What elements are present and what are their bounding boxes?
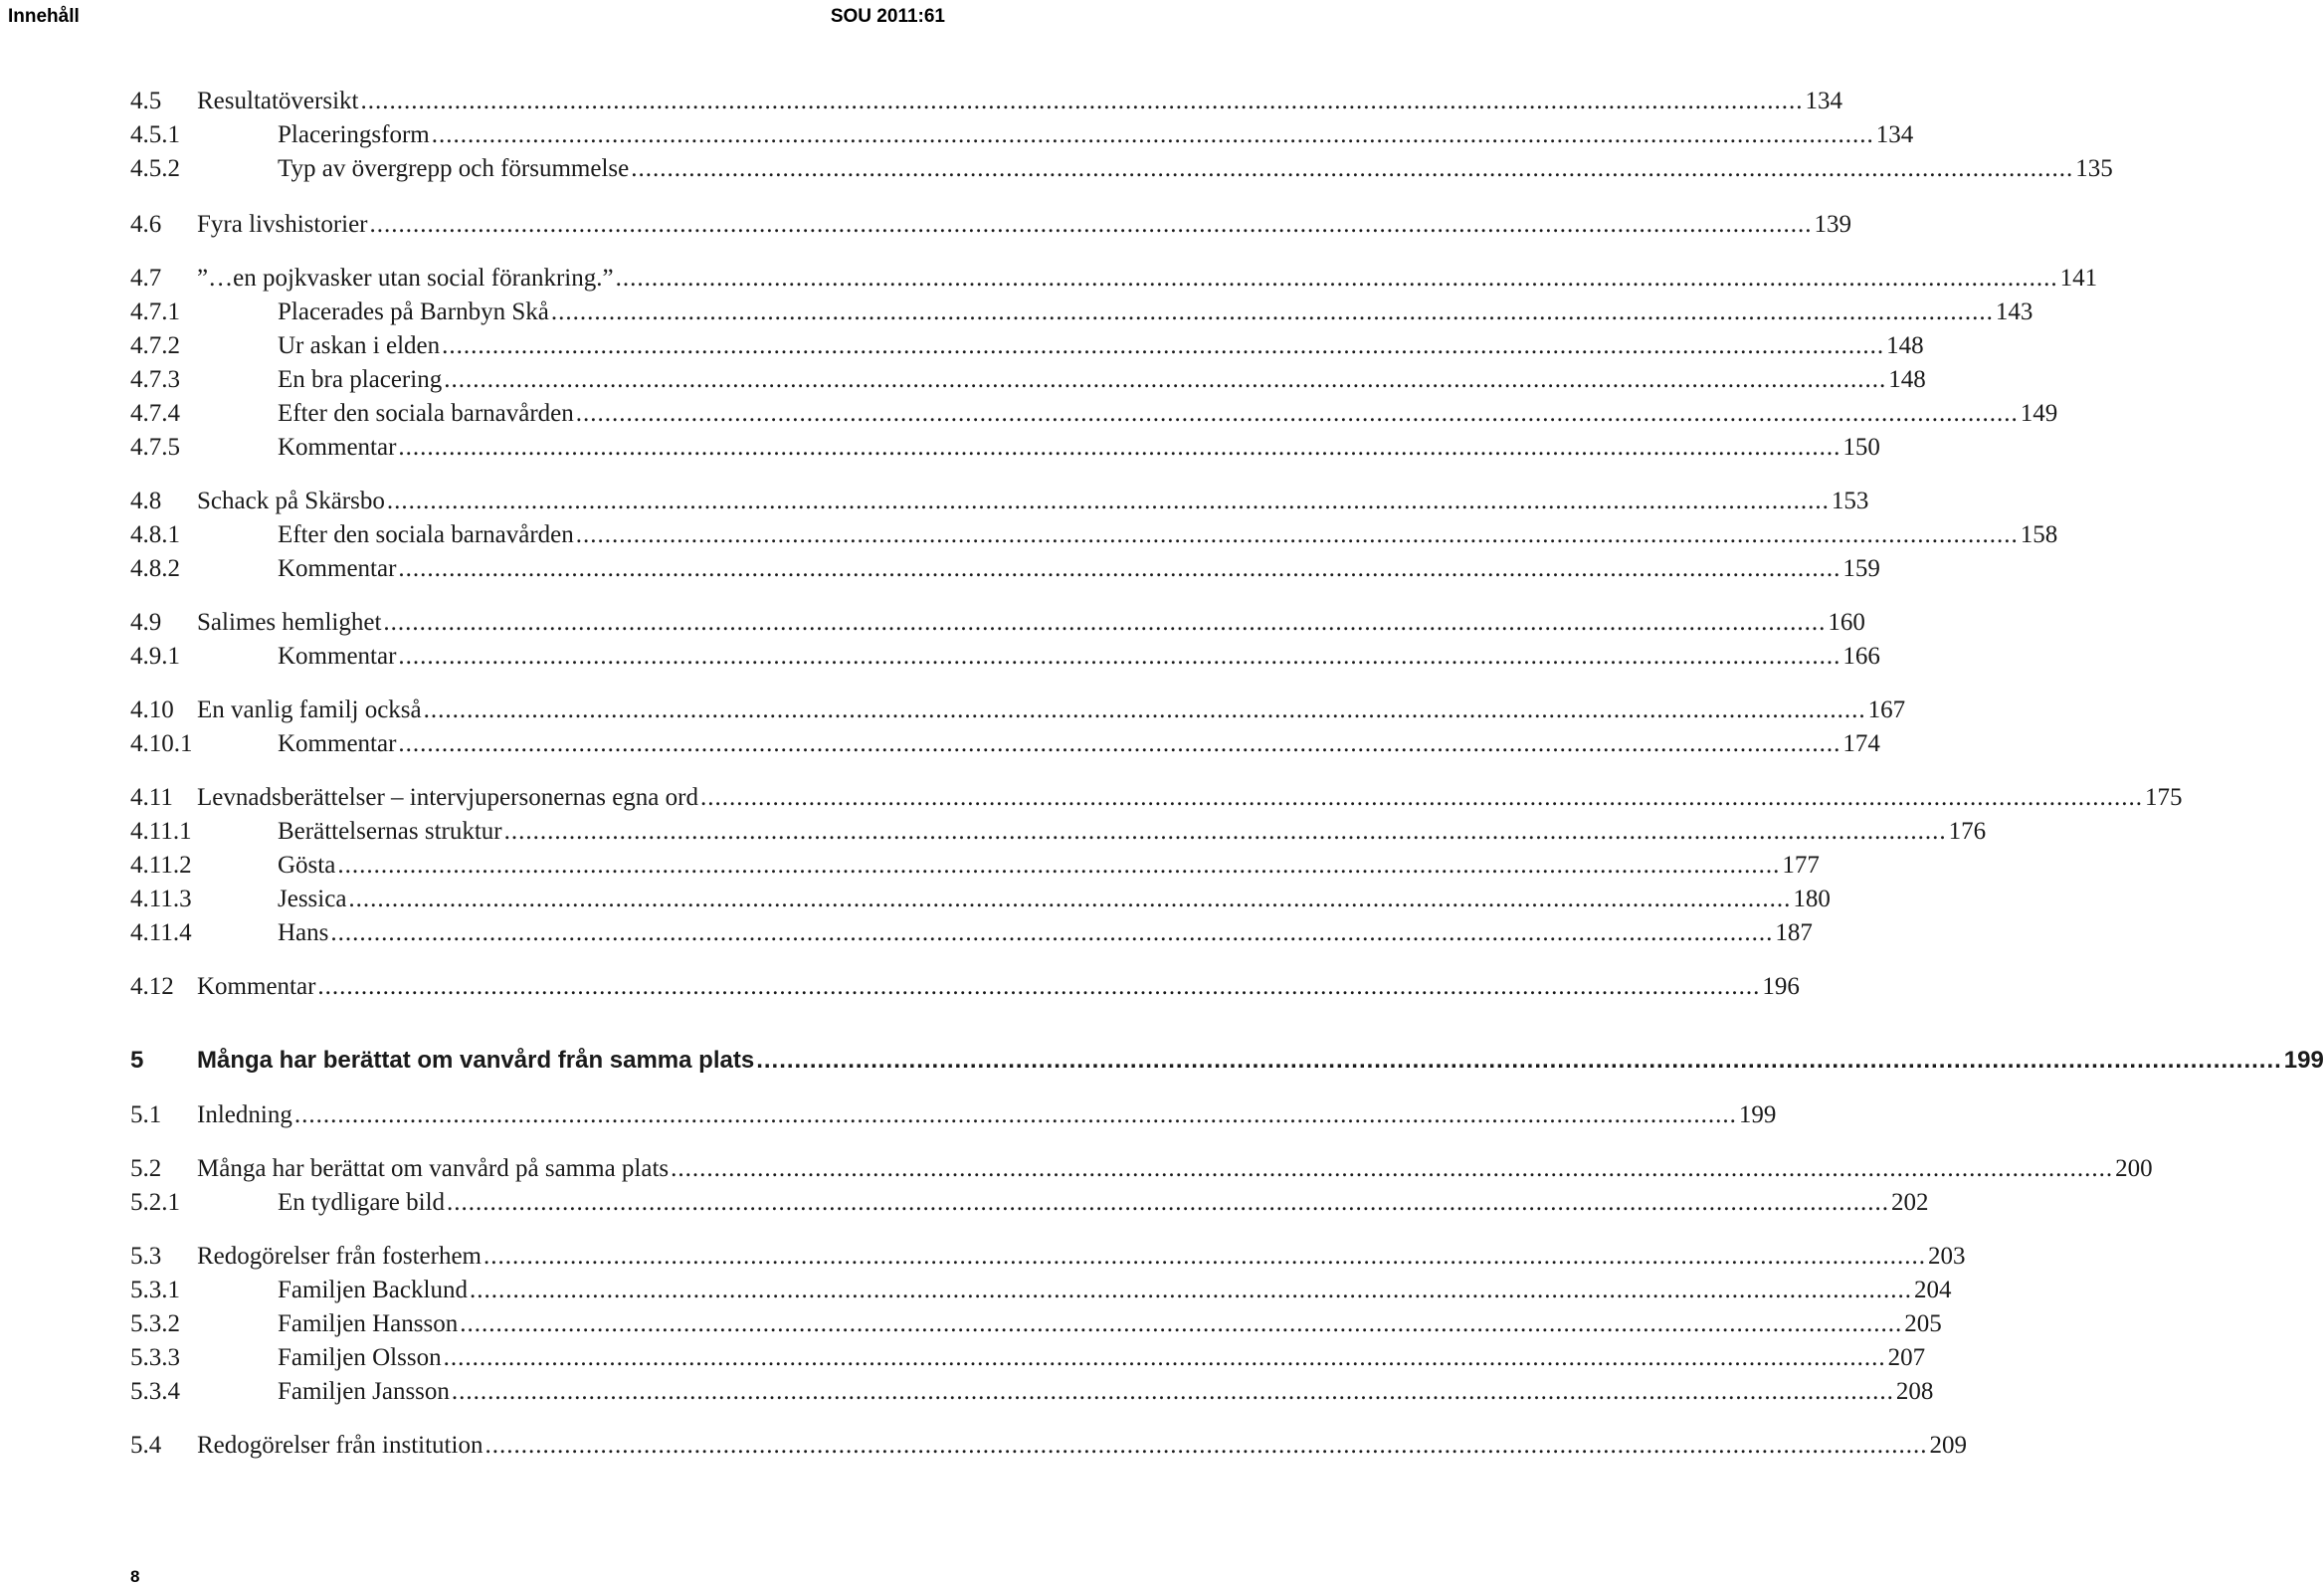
toc-entry-title: Hans [278,919,329,946]
toc-entry-number: 5 [130,1047,144,1074]
dot-leader: ........................................................................................................................................................................................................ [699,784,2143,811]
dot-leader: ........................................................................................................................................................................................................ [756,1047,2282,1074]
toc-entry-title: Familjen Olsson [278,1344,442,1371]
toc-entry[interactable] [0,521,2058,555]
toc-entry-number: 4.11.4 [130,919,192,946]
toc-entry-number: 4.8.1 [130,521,180,548]
toc-entry-title: Efter den sociala barnavården [278,521,574,548]
toc-entry-page: 149 [2020,400,2058,427]
toc-entry-page: 148 [1888,366,1926,393]
toc-entry-page: 159 [1842,555,1880,582]
toc-entry-page: 176 [1948,818,1987,845]
dot-leader: ........................................................................................................................................................................................................ [348,886,1792,912]
dot-leader: ........................................................................................................................................................................................................ [484,1243,1926,1270]
toc-entry[interactable] [0,1378,1934,1412]
dot-leader: ........................................................................................................................................................................................................ [398,643,1841,670]
toc-entry[interactable] [0,211,1852,245]
toc-entry-title: Placeringsform [278,121,430,148]
toc-entry[interactable] [0,1344,1926,1378]
toc-entry[interactable] [0,730,1880,764]
toc-entry-title: Kommentar [278,730,397,757]
toc-entry[interactable] [0,88,1842,121]
dot-leader: ........................................................................................................................................................................................................ [431,121,1874,148]
dot-leader: ........................................................................................................................................................................................................ [575,521,2019,548]
toc-entry-page: 143 [1995,298,2034,325]
dot-leader: ........................................................................................................................................................................................................ [469,1277,1912,1303]
toc-entry-title: Familjen Hansson [278,1310,459,1337]
toc-entry-page: 203 [1928,1243,1966,1270]
toc-entry[interactable] [0,886,1831,919]
toc-entry-page: 150 [1842,434,1880,461]
dot-leader: ........................................................................................................................................................................................................ [423,696,1866,723]
toc-entry-page: 196 [1762,973,1800,1000]
toc-entry-number: 4.6 [130,211,162,238]
toc-entry-title: Inledning [197,1101,292,1128]
dot-leader: ........................................................................................................................................................................................................ [398,555,1841,582]
toc-entry-title: En tydligare bild [278,1189,446,1216]
toc-entry-number: 4.7.2 [130,332,180,359]
toc-entry-page: 180 [1793,886,1831,912]
toc-entry-title: Resultatöversikt [197,88,359,114]
toc-entry[interactable] [0,121,1914,155]
toc-entry-title: Kommentar [278,643,397,670]
toc-entry-page: 141 [2059,265,2098,292]
toc-entry-number: 4.11.3 [130,886,192,912]
dot-leader: ........................................................................................................................................................................................................ [444,366,1887,393]
toc-entry-number: 5.3.3 [130,1344,180,1371]
toc-entry-title: ”…en pojkvasker utan social förankring.” [197,265,614,292]
dot-leader: ........................................................................................................................................................................................................ [447,1189,1890,1216]
toc-entry-title: Familjen Backlund [278,1277,468,1303]
dot-leader: ........................................................................................................................................................................................................ [317,973,1761,1000]
toc-entry-page: 153 [1831,488,1869,514]
toc-entry-number: 4.7 [130,265,162,292]
running-header-right: SOU 2011:61 [830,6,945,27]
toc-entry-number: 4.5 [130,88,162,114]
toc-entry-page: 199 [1738,1101,1777,1128]
toc-entry-number: 4.8 [130,488,162,514]
toc-entry-page: 174 [1842,730,1880,757]
dot-leader: ........................................................................................................................................................................................................ [615,265,2058,292]
dot-leader: ........................................................................................................................................................................................................ [369,211,1813,238]
dot-leader: ........................................................................................................................................................................................................ [671,1155,2114,1182]
toc-entry-number: 4.5.1 [130,121,180,148]
toc-entry[interactable] [0,434,1880,468]
toc-entry-title: Många har berättat om vanvård från samma plats [197,1047,755,1074]
toc-entry[interactable] [0,1101,1777,1135]
toc-entry-page: 199 [2283,1047,2324,1074]
toc-entry-number: 5.3 [130,1243,162,1270]
toc-entry-title: Efter den sociala barnavården [278,400,574,427]
toc-entry[interactable] [0,818,1987,852]
toc-entry-number: 5.2 [130,1155,162,1182]
toc-entry[interactable] [0,298,2034,332]
toc-entry-title: Salimes hemlighet [197,609,382,636]
toc-entry[interactable] [0,1243,1966,1277]
toc-entry-title: Kommentar [278,434,397,461]
toc-entry-title: Många har berättat om vanvård på samma plats [197,1155,670,1182]
toc-entry-number: 5.4 [130,1432,162,1459]
toc-entry[interactable] [0,1189,1929,1223]
dot-leader: ........................................................................................................................................................................................................ [398,730,1841,757]
toc-entry[interactable] [0,1155,2153,1189]
dot-leader: ........................................................................................................................................................................................................ [451,1378,1894,1405]
toc-entry-page: 167 [1867,696,1906,723]
toc-entry-page: 205 [1904,1310,1942,1337]
toc-entry[interactable] [0,696,1906,730]
toc-entry[interactable] [0,643,1880,677]
toc-entry[interactable] [0,919,1813,953]
toc-entry-number: 4.7.4 [130,400,180,427]
toc-entry-title: Kommentar [278,555,397,582]
toc-entry[interactable] [0,1310,1942,1344]
toc-entry-number: 4.7.1 [130,298,180,325]
toc-entry-number: 4.5.2 [130,155,180,182]
toc-entry[interactable] [0,155,2113,189]
toc-entry[interactable] [0,852,1820,886]
toc-entry-number: 5.3.1 [130,1277,180,1303]
toc-entry[interactable] [0,555,1880,589]
dot-leader: ........................................................................................................................................................................................................ [398,434,1841,461]
toc-entry-title: Levnadsberättelser – intervjupersonernas egna ord [197,784,698,811]
toc-entry-number: 5.3.2 [130,1310,180,1337]
toc-entry-title: Typ av övergrepp och försummelse [278,155,630,182]
dot-leader: ........................................................................................................................................................................................................ [337,852,1781,879]
toc-entry-title: Ur askan i elden [278,332,441,359]
toc-entry-title: Familjen Jansson [278,1378,450,1405]
dot-leader: ........................................................................................................................................................................................................ [386,488,1830,514]
toc-entry-page: 166 [1842,643,1880,670]
toc-entry[interactable] [0,1277,1952,1310]
toc-entry-page: 139 [1814,211,1852,238]
toc-entry-number: 5.1 [130,1101,162,1128]
toc-entry-title: Jessica [278,886,347,912]
toc-entry-page: 134 [1875,121,1914,148]
dot-leader: ........................................................................................................................................................................................................ [383,609,1827,636]
toc-entry-number: 4.8.2 [130,555,180,582]
toc-entry-number: 4.10.1 [130,730,193,757]
toc-entry-title: Gösta [278,852,336,879]
toc-entry-page: 204 [1913,1277,1952,1303]
toc-entry[interactable] [0,488,1869,521]
toc-entry-title: Redogörelser från institution [197,1432,484,1459]
toc-entry-number: 5.2.1 [130,1189,180,1216]
toc-entry-page: 160 [1828,609,1865,636]
toc-entry-title: Kommentar [197,973,316,1000]
dot-leader: ........................................................................................................................................................................................................ [575,400,2019,427]
dot-leader: ........................................................................................................................................................................................................ [631,155,2074,182]
toc-entry-number: 4.9 [130,609,162,636]
dot-leader: ........................................................................................................................................................................................................ [503,818,1947,845]
toc-entry[interactable] [0,1047,2324,1081]
toc-entry-page: 177 [1782,852,1820,879]
toc-entry[interactable] [0,1432,1967,1466]
dot-leader: ........................................................................................................................................................................................................ [293,1101,1737,1128]
toc-entry[interactable] [0,332,1924,366]
toc-entry-number: 5.3.4 [130,1378,180,1405]
toc-entry-number: 4.11 [130,784,173,811]
dot-leader: ........................................................................................................................................................................................................ [442,332,1885,359]
toc-entry-page: 207 [1887,1344,1926,1371]
toc-entry-title: En bra placering [278,366,443,393]
toc-entry-number: 4.9.1 [130,643,180,670]
toc-entry-title: Schack på Skärsbo [197,488,385,514]
toc-entry[interactable] [0,366,1926,400]
toc-entry-title: Placerades på Barnbyn Skå [278,298,549,325]
toc-entry-page: 135 [2075,155,2113,182]
dot-leader: ........................................................................................................................................................................................................ [360,88,1804,114]
toc-entry-number: 4.7.3 [130,366,180,393]
toc-entry-page: 158 [2020,521,2058,548]
dot-leader: ........................................................................................................................................................................................................ [330,919,1774,946]
toc-entry-page: 175 [2144,784,2183,811]
toc-entry-page: 202 [1891,1189,1929,1216]
toc-entry[interactable] [0,609,1865,643]
dot-leader: ........................................................................................................................................................................................................ [443,1344,1886,1371]
toc-entry-title: Redogörelser från fosterhem [197,1243,482,1270]
toc-entry[interactable] [0,973,1800,1007]
toc-entry-page: 134 [1805,88,1842,114]
toc-entry[interactable] [0,400,2058,434]
toc-entry-number: 4.11.1 [130,818,192,845]
toc-entry-page: 208 [1895,1378,1934,1405]
toc-entry-number: 4.12 [130,973,174,1000]
toc-entry-number: 4.11.2 [130,852,192,879]
toc-entry-title: En vanlig familj också [197,696,422,723]
toc-entry-page: 148 [1886,332,1924,359]
running-header-left: Innehåll [8,6,80,27]
toc-entry-page: 187 [1775,919,1813,946]
toc-entry[interactable] [0,265,2098,298]
page-number: 8 [130,1567,140,1586]
dot-leader: ........................................................................................................................................................................................................ [460,1310,1903,1337]
dot-leader: ........................................................................................................................................................................................................ [484,1432,1928,1459]
toc-entry[interactable] [0,784,2183,818]
toc-entry-page: 200 [2115,1155,2153,1182]
dot-leader: ........................................................................................................................................................................................................ [550,298,1994,325]
toc-entry-page: 209 [1929,1432,1967,1459]
toc-entry-title: Berättelsernas struktur [278,818,502,845]
toc-entry-number: 4.10 [130,696,174,723]
toc-entry-number: 4.7.5 [130,434,180,461]
toc-entry-title: Fyra livshistorier [197,211,368,238]
